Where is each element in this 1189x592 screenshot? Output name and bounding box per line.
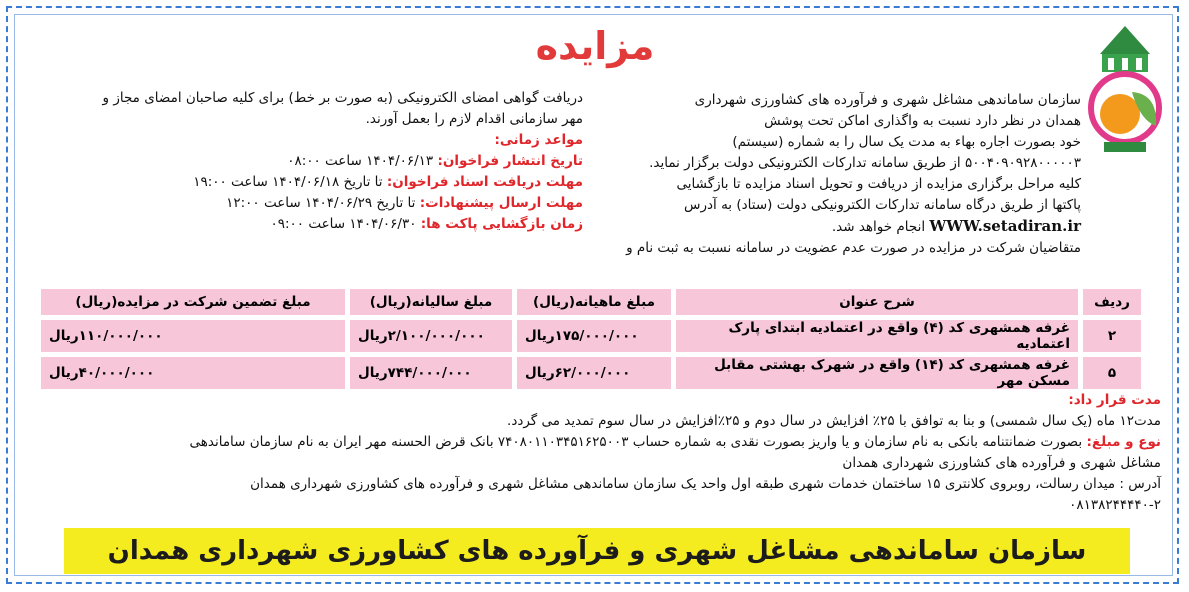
schedule-block [28,88,583,235]
header-description: شرح عنوان [676,289,1078,315]
amount-heading: نوع و مبلغ: [1086,434,1161,450]
cell-monthly: ۶۲/۰۰۰/۰۰۰ریال [517,357,671,389]
schedule-label: تاریخ انتشار فراخوان: [437,153,583,169]
intro-paragraph [611,90,1081,259]
intro-url-line [611,216,1081,238]
amount-row [26,432,1161,453]
cell-description: غرفه همشهری کد (۴) واقع در اعتمادیه ابتدای پارک اعتمادیه [676,320,1078,352]
intro-line: کلیه مراحل برگزاری مزایده از دریافت و تحویل اسناد مزایده تا بازگشایی [676,176,1081,192]
schedule-value: ۱۴۰۴/۰۶/۳۰ ساعت ۰۹:۰۰ [270,216,417,232]
schedule-label: مهلت ارسال پیشنهادات: [419,195,583,211]
schedule-row [28,151,583,172]
table-row [41,320,1141,352]
cell-guarantee: ۱۱۰/۰۰۰/۰۰۰ریال [41,320,345,352]
left-intro-line: مهر سازمانی اقدام لازم را بعمل آورند. [365,111,583,127]
footer-title: سازمان ساماندهی مشاغل شهری و فرآورده های کشاورزی شهرداری همدان [107,536,1087,566]
schedule-heading: مواعد زمانی: [494,132,583,148]
duration-heading: مدت قرار داد: [1068,392,1161,408]
schedule-label: مهلت دریافت اسناد فراخوان: [386,174,583,190]
cell-row-number: ۲ [1083,320,1141,352]
left-intro-line: دریافت گواهی امضای الکترونیکی (به صورت بر خط) برای کلیه صاحبان امضای مجاز و [102,90,583,106]
auction-table [36,284,1146,394]
phone-text: ۰۸۱۳۸۲۴۴۴۴۰-۲ [1069,497,1161,513]
page-title: مزایده [535,24,655,68]
cell-yearly: ۷۴۴/۰۰۰/۰۰۰ریال [350,357,512,389]
intro-line: ۵۰۰۴۰۹۰۹۲۸۰۰۰۰۰۳ از طریق سامانه تدارکات الکترونیکی دولت برگزار نماید. [649,155,1081,171]
intro-line: خود بصورت اجاره بهاء به مدت یک سال را به شماره (سیستم) [732,134,1081,150]
duration-text: مدت۱۲ ماه (یک سال شمسی) و بنا به توافق با ۲۵٪ افزایش در سال دوم و ۲۵٪افزایش در سال سوم تمدید می گردد. [507,413,1161,429]
cell-monthly: ۱۷۵/۰۰۰/۰۰۰ریال [517,320,671,352]
header-row-number: ردیف [1083,289,1141,315]
setad-logo-icon [1080,22,1170,162]
schedule-value: ۱۴۰۴/۰۶/۱۳ ساعت ۰۸:۰۰ [287,153,434,169]
cell-guarantee: ۴۰/۰۰۰/۰۰۰ریال [41,357,345,389]
table-header-row [41,289,1141,315]
cell-description: غرفه همشهری کد (۱۴) واقع در شهرک بهشتی مقابل مسکن مهر [676,357,1078,389]
schedule-value: تا تاریخ ۱۴۰۴/۰۶/۱۸ ساعت ۱۹:۰۰ [193,174,383,190]
intro-line: انجام خواهد شد. [831,219,926,235]
setad-url-link[interactable]: WWW.setadiran.ir [929,217,1081,235]
schedule-row [28,214,583,235]
schedule-value: تا تاریخ ۱۴۰۴/۰۶/۲۹ ساعت ۱۲:۰۰ [226,195,416,211]
schedule-row [28,172,583,193]
schedule-row [28,193,583,214]
header-guarantee: مبلغ تضمین شرکت در مزایده(ریال) [41,289,345,315]
terms-block [26,390,1161,516]
table-row [41,357,1141,389]
cell-yearly: ۲/۱۰۰/۰۰۰/۰۰۰ریال [350,320,512,352]
intro-line: سازمان ساماندهی مشاغل شهری و فرآورده های کشاورزی شهرداری [694,92,1081,108]
intro-line: متقاضیان شرکت در مزایده در صورت عدم عضویت در سامانه نسبت به ثبت نام و [626,240,1081,256]
header-yearly: مبلغ سالیانه(ریال) [350,289,512,315]
cell-row-number: ۵ [1083,357,1141,389]
address-text: آدرس : میدان رسالت، روبروی کلانتری ۱۵ ساختمان خدمات شهری طبقه اول واحد یک سازمان ساماندهی مشاغل شهری و فرآورده های کشاورزی شهرداری همدان [250,476,1161,492]
intro-line: پاکتها از طریق درگاه سامانه تدارکات الکترونیکی دولت (ستاد) به آدرس [684,197,1081,213]
amount-text-cont: مشاغل شهری و فرآورده های کشاورزی شهرداری همدان [842,455,1161,471]
header-monthly: مبلغ ماهیانه(ریال) [517,289,671,315]
intro-line: همدان در نظر دارد نسبت به واگذاری اماکن تحت پوشش [764,113,1081,129]
amount-text: بصورت ضمانتنامه بانکی به نام سازمان و یا واریز بصورت نقدی به شماره حساب ۷۴۰۸۰۱۱۰۳۴۵۱۶۲۵۰۰۳ بانک قرض الحسنه مهر ایران به نام سازمان ساماندهی [189,434,1083,450]
schedule-label: زمان بازگشایی پاکت ها: [420,216,583,232]
